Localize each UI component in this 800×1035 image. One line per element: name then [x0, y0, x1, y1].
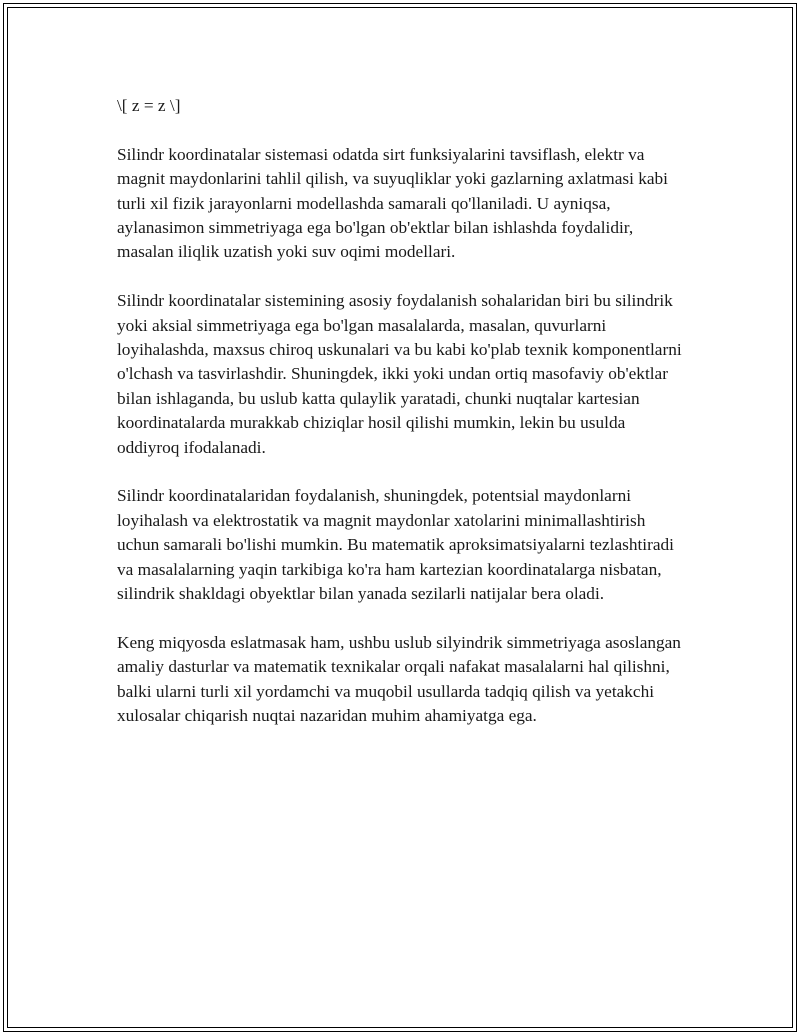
paragraph-4: Keng miqyosda eslatmasak ham, ushbu uslub silyindrik simmetriyaga asoslangan amaliy dasturlar va matematik texnikalar orqali nafakat masalalarni hal qilishni, balki ularni turli xil yordamchi va muqobil usullarda tadqiq qilish va yetakchi xulosalar chiqarish nuqtai nazaridan muhim ahamiyatga ega. — [117, 632, 681, 726]
paragraph-1: Silindr koordinatalar sistemasi odatda sirt funksiyalarini tavsiflash, elektr va magnit maydonlarini tahlil qilish, va suyuqliklar yoki gazlarning axlatmasi kabi turli xil fizik jarayonlarni modellashda samarali qo'llaniladi. U ayniqsa, aylanasimon simmetriyaga ega bo'lgan ob'ektlar bilan ishlashda foydalidir, masalan iliqlik uzatish yoki suv oqimi modellari. — [117, 144, 668, 262]
paragraph-2: Silindr koordinatalar sistemining asosiy foydalanish sohalaridan biri bu silindrik yoki aksial simmetriyaga ega bo'lgan masalalarda, masalan, quvurlarni loyihalashda, maxsus chiroq uskunalari va bu kabi ko'plab texnik komponentlarni o'lchash va tasvirlashdir. Shuningdek, ikki yoki undan ortiq masofaviy ob'ektlar bilan ishlaganda, bu uslub katta qulaylik yaratadi, chunki nuqtalar kartesian koordinatalarda murakkab chiziqlar hosil qilishi mumkin, lekin bu usulda oddiyroq ifodalanadi. — [117, 291, 682, 457]
page-content — [117, 94, 687, 753]
paragraph-3: Silindr koordinatalaridan foydalanish, shuningdek, potentsial maydonlarni loyihalash va elektrostatik va magnit maydonlar xatolarini minimallashtirish uchun samarali bo'lishi mumkin. Bu matematik aproksimatsiyalarni tezlashtiradi va masalalarning yaqin tarkibiga ko'ra ham kartezian koordinatalarga nisbatan, silindrik shakldagi obyektlar bilan yanada sezilarli natijalar bera oladi. — [117, 486, 674, 604]
formula-line: \[ z = z \] — [117, 96, 181, 115]
